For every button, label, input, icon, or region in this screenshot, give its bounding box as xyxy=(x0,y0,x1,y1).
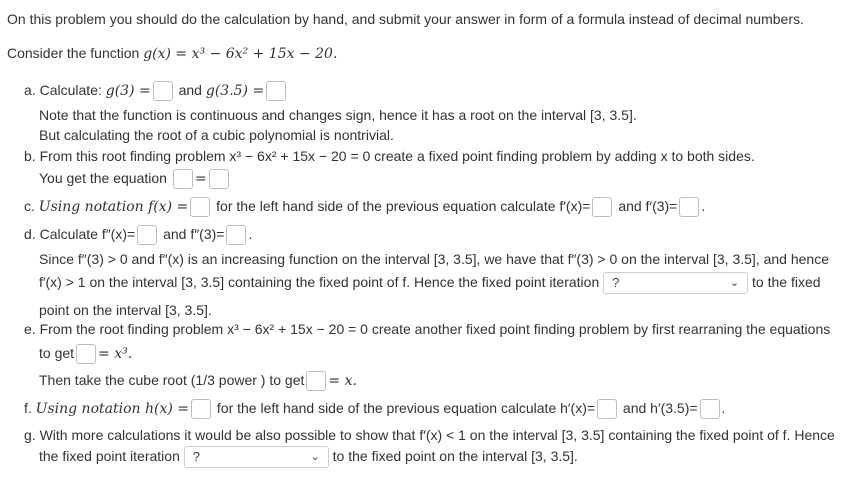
equation-prefix: You get the equation xyxy=(39,170,167,186)
part-e-t2b: = x³. xyxy=(98,346,133,362)
part-a-label: a. xyxy=(24,82,36,98)
rearranged-box[interactable] xyxy=(76,344,96,364)
part-e-t3a: Then take the cube root (1/3 power ) to get xyxy=(39,372,305,388)
part-e-label: e. xyxy=(24,321,36,337)
consider-line xyxy=(7,43,337,64)
part-e-line2 xyxy=(39,343,132,364)
equation-right-box[interactable] xyxy=(209,169,229,189)
part-a-note2: But calculating the root of a cubic polynomial is nontrivial. xyxy=(39,127,394,143)
part-e-t3b: = x. xyxy=(328,373,357,389)
part-b-label: b. xyxy=(24,148,36,164)
equation-left-box[interactable] xyxy=(173,169,193,189)
part-b-equation-line xyxy=(39,168,231,189)
part-c-line xyxy=(24,196,705,217)
h-x-box[interactable] xyxy=(191,399,211,419)
chevron-down-icon: ⌄ xyxy=(729,277,740,290)
select-value-g: ? xyxy=(192,449,200,465)
part-d-since2a: f′(x) > 1 on the interval [3, 3.5] containing the fixed point of f. Hence the fixed point iteration xyxy=(39,274,600,290)
part-c-t1: Using notation f(x) = xyxy=(38,199,189,215)
part-d-end: . xyxy=(248,226,253,242)
part-d-since2 xyxy=(39,272,821,294)
part-g-line2 xyxy=(39,446,578,468)
part-e-line xyxy=(24,319,830,339)
chevron-down-icon: ⌄ xyxy=(310,451,320,464)
h-prime-x-box[interactable] xyxy=(597,399,617,419)
and-label: and xyxy=(178,82,202,98)
part-c-t2: for the left hand side of the previous equation calculate f′(x)= xyxy=(216,198,591,214)
equals-sign: = xyxy=(194,171,207,187)
part-d-since2b: to the fixed xyxy=(752,274,821,290)
part-g-t1: With more calculations it would be also possible to show that f′(x) < 1 on the interval [3, 3.5] containing the fixed point of f. Hence xyxy=(39,427,835,443)
part-e-t2a: to get xyxy=(39,345,75,361)
part-g-t2a: the fixed point iteration xyxy=(39,448,180,464)
f-double-prime-x-box[interactable] xyxy=(137,225,157,245)
part-g-t2b: to the fixed point on the interval [3, 3.5]. xyxy=(332,448,578,464)
part-c-end: . xyxy=(701,198,706,214)
part-a-line xyxy=(24,80,288,101)
part-f-and: and h′(3.5)= xyxy=(622,400,698,416)
g3-answer-box[interactable] xyxy=(153,81,173,101)
part-f-end: . xyxy=(721,400,726,416)
part-f-label: f. xyxy=(24,400,32,416)
convergence-select-g[interactable] xyxy=(184,446,329,468)
f-prime-3-box[interactable] xyxy=(679,197,699,217)
convergence-select-d[interactable] xyxy=(603,272,748,294)
select-value-d: ? xyxy=(612,275,620,291)
part-e-t1: From the root finding problem x³ − 6x² + 15x − 20 = 0 create another fixed point finding problem by first rearraning the equations xyxy=(39,321,831,337)
g35-answer-box[interactable] xyxy=(266,81,286,101)
part-c-label: c. xyxy=(24,198,35,214)
part-f-line xyxy=(24,398,725,419)
part-d-since1: Since f″(3) > 0 and f″(x) is an increasing function on the interval [3, 3.5], we have that f″(3) > 0 on the interval [3, 3.5], and hence xyxy=(39,251,829,267)
g35-label: g(3.5) = xyxy=(205,83,265,99)
part-d-and: and f″(3)= xyxy=(163,226,225,242)
cube-root-box[interactable] xyxy=(306,371,326,391)
f-prime-x-box[interactable] xyxy=(592,197,612,217)
part-b-line xyxy=(24,146,755,166)
h-prime-35-box[interactable] xyxy=(700,399,720,419)
part-e-line3 xyxy=(39,370,357,391)
part-c-and: and f′(3)= xyxy=(618,198,678,214)
part-d-line xyxy=(24,224,252,245)
part-g-line xyxy=(24,425,835,445)
part-f-t2: for the left hand side of the previous equation calculate h′(x)= xyxy=(216,400,596,416)
intro-text: On this problem you should do the calculation by hand, and submit your answer in form of a formula instead of decimal numbers. xyxy=(7,11,804,27)
part-d-label: d. xyxy=(24,226,36,242)
part-f-t1: Using notation h(x) = xyxy=(35,401,189,417)
f-x-box[interactable] xyxy=(190,197,210,217)
part-d-t1: Calculate f″(x)= xyxy=(39,226,136,242)
function-definition: g(x) = x³ − 6x² + 15x − 20. xyxy=(143,46,338,62)
part-b-text: From this root finding problem x³ − 6x² + 15x − 20 = 0 create a fixed point finding problem by adding x to both sides. xyxy=(39,148,755,164)
consider-prefix: Consider the function xyxy=(7,45,140,61)
part-a-calc: Calculate: xyxy=(39,82,102,98)
part-a-note1: Note that the function is continuous and changes sign, hence it has a root on the interval [3, 3.5]. xyxy=(39,107,637,123)
f-double-prime-3-box[interactable] xyxy=(226,225,246,245)
part-g-label: g. xyxy=(24,427,36,443)
g3-label: g(3) = xyxy=(105,83,151,99)
part-d-since3: point on the interval [3, 3.5]. xyxy=(39,302,212,318)
